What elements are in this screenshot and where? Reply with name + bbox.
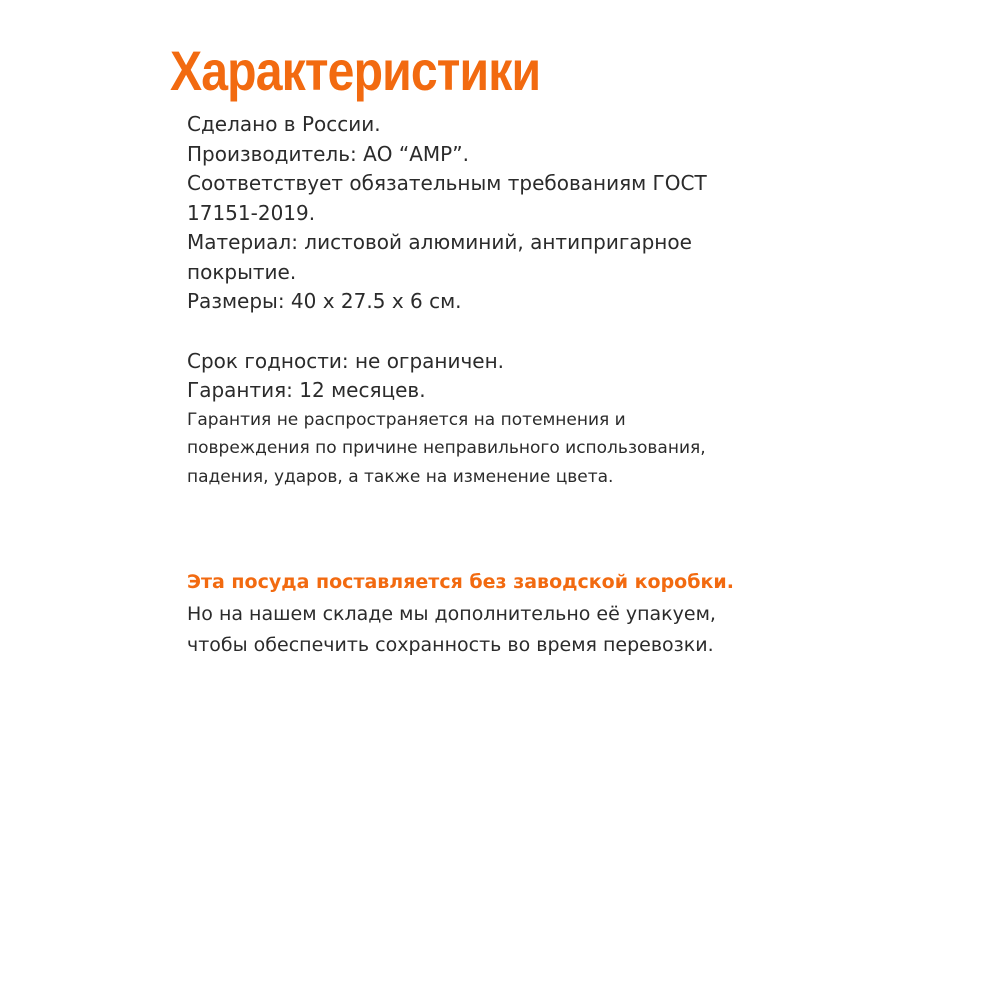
warranty-note-line1: Гарантия не распространяется на потемнения и <box>187 409 626 430</box>
gost-text-line2: 17151-2019. <box>187 200 316 225</box>
dimensions-text: Размеры: 40 х 27.5 х 6 см. <box>187 289 462 313</box>
material-text-line2: покрытие. <box>187 259 297 284</box>
made-in-text: Сделано в России. <box>187 112 381 136</box>
warranty-text: Гарантия: 12 месяцев. <box>187 378 426 402</box>
specifications-block <box>187 110 827 491</box>
delivery-text-line1: Но на нашем складе мы дополнительно её упакуем, <box>187 603 716 625</box>
delivery-heading: Эта посуда поставляется без заводской коробки. <box>187 571 734 593</box>
shelf-life-text: Срок годности: не ограничен. <box>187 348 505 373</box>
gost-text-line1: Соответствует обязательным требованиям ГОСТ <box>187 171 707 195</box>
delivery-text-line2: чтобы обеспечить сохранность во время перевозки. <box>187 634 714 656</box>
warranty-note-line2: повреждения по причине неправильного использования, <box>187 438 706 458</box>
material-text-line1: Материал: листовой алюминий, антипригарное <box>187 230 692 254</box>
warranty-note-line3: падения, ударов, а также на изменение цвета. <box>187 466 614 487</box>
section-spacer <box>187 317 827 347</box>
manufacturer-text: Производитель: АО “АМР”. <box>187 141 469 166</box>
page-title: Характеристики <box>170 39 541 102</box>
delivery-notice <box>187 565 887 661</box>
